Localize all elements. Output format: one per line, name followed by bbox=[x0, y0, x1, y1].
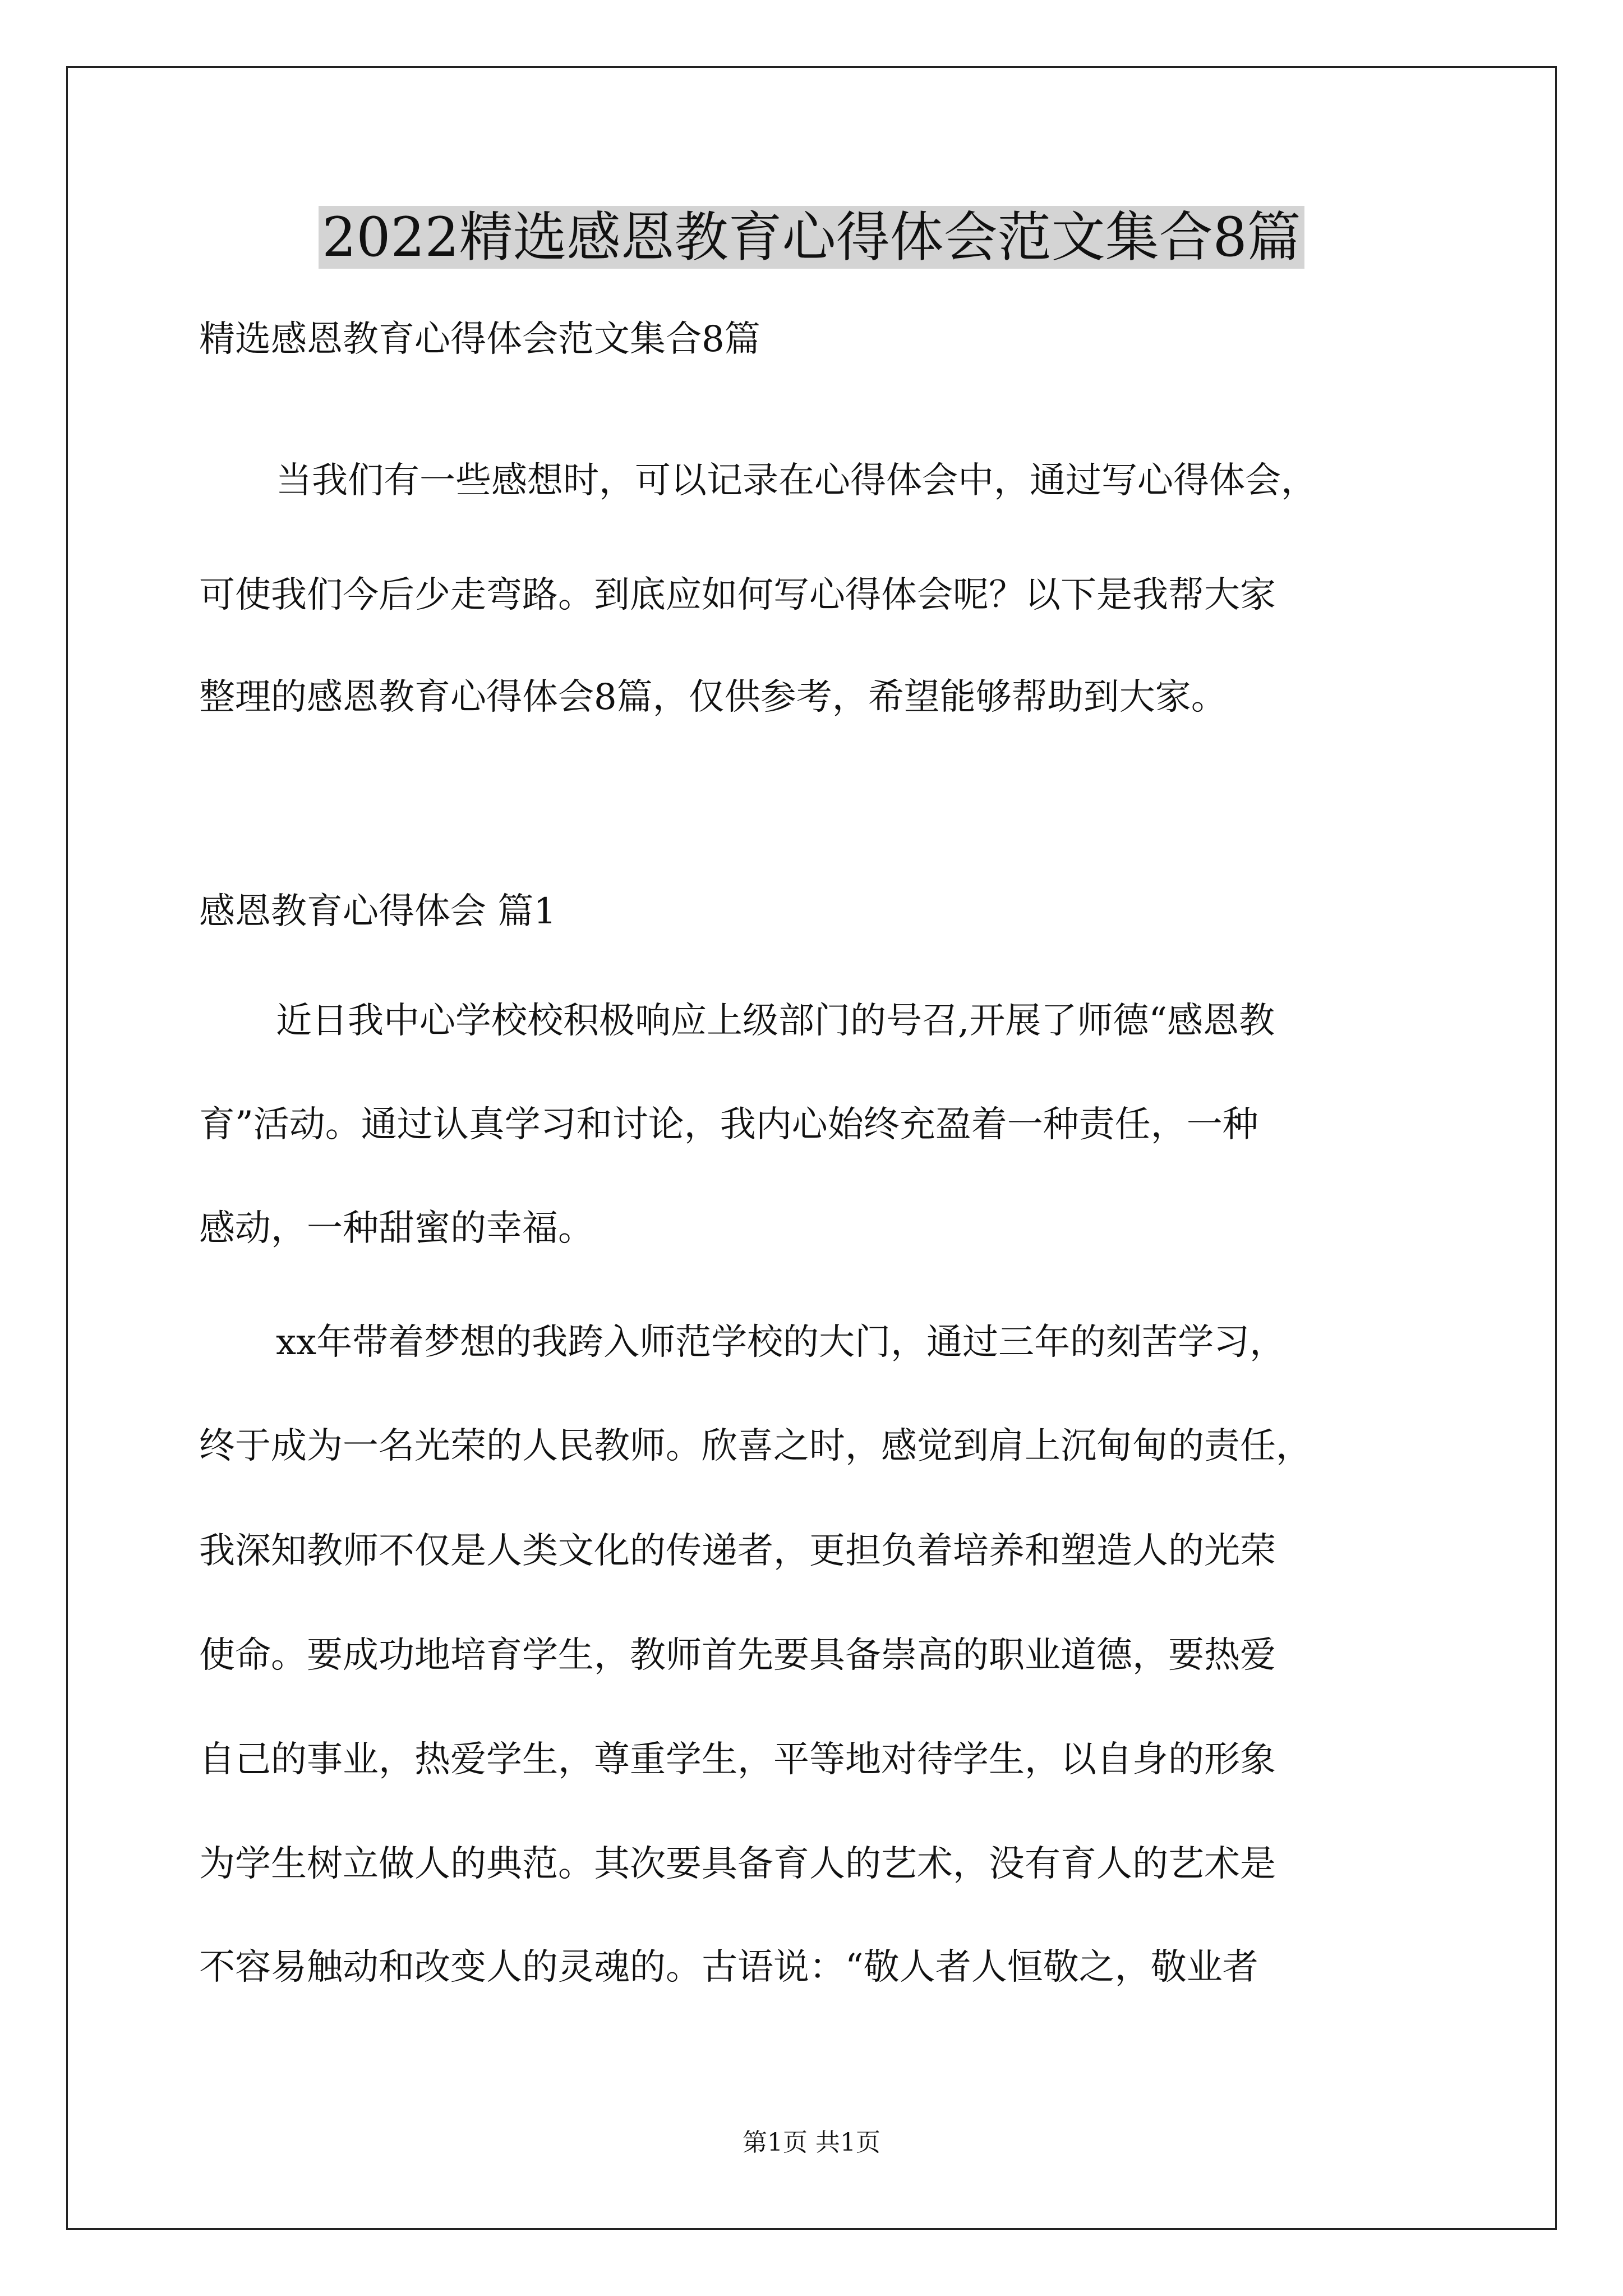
document-title bbox=[0, 201, 1623, 274]
paragraph-line: 近日我中心学校校积极响应上级部门的号召,开展了师德“感恩教 bbox=[276, 1000, 1275, 1042]
paragraph-line: 可使我们今后少走弯路。到底应如何写心得体会呢？以下是我帮大家 bbox=[199, 574, 1276, 616]
paragraph-line: 当我们有一些感想时，可以记录在心得体会中，通过写心得体会， bbox=[276, 460, 1317, 501]
section-heading: 感恩教育心得体会 篇1 bbox=[199, 891, 557, 932]
paragraph-line: 自己的事业，热爱学生，尊重学生，平等地对待学生，以自身的形象 bbox=[199, 1739, 1276, 1780]
paragraph-line: 不容易触动和改变人的灵魂的。古语说：“敬人者人恒敬之，敬业者 bbox=[199, 1947, 1258, 1988]
document-subtitle: 精选感恩教育心得体会范文集合8篇 bbox=[199, 319, 760, 360]
paragraph-line: 终于成为一名光荣的人民教师。欣喜之时，感觉到肩上沉甸甸的责任， bbox=[199, 1425, 1312, 1467]
paragraph-line: 育”活动。通过认真学习和讨论，我内心始终充盈着一种责任，一种 bbox=[199, 1104, 1258, 1145]
paragraph-line: xx年带着梦想的我跨入师范学校的大门，通过三年的刻苦学习， bbox=[276, 1322, 1286, 1363]
paragraph-line: 为学生树立做人的典范。其次要具备育人的艺术，没有育人的艺术是 bbox=[199, 1843, 1276, 1885]
paragraph-line: 使命。要成功地培育学生，教师首先要具备崇高的职业道德，要热爱 bbox=[199, 1635, 1276, 1676]
paragraph-line: 整理的感恩教育心得体会8篇，仅供参考，希望能够帮助到大家。 bbox=[199, 677, 1227, 718]
page-footer: 第1页 共1页 bbox=[743, 2128, 880, 2157]
document-title-text: 2022精选感恩教育心得体会范文集合8篇 bbox=[319, 206, 1304, 269]
paragraph-line: 感动，一种甜蜜的幸福。 bbox=[199, 1208, 594, 1249]
paragraph-line: 我深知教师不仅是人类文化的传递者，更担负着培养和塑造人的光荣 bbox=[199, 1530, 1276, 1572]
